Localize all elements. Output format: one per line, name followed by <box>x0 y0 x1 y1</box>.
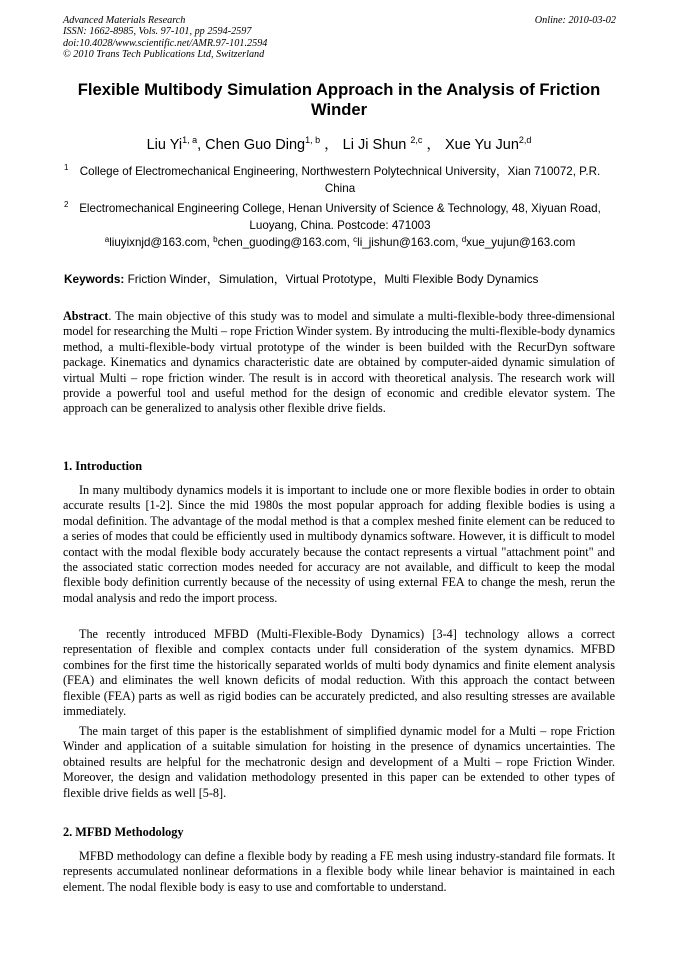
author: Chen Guo Ding$^{1, b}$ ， <box>205 135 339 153</box>
journal-name: Advanced Materials Research <box>63 15 186 26</box>
author: Xue Yu Jun$^{2,d}$ <box>444 135 532 153</box>
paragraph: The main target of this paper is the establishment of simplified dynamic model for a Multi – rope Friction Winder and application of a suitable simulation for hoisting in the presence of dynamics uncertainties. The obtained results are helpful for the mechatronic design and development of a Multi – rope Friction Winder. Moreover, the design and validation methodology presented in this paper can be extended to other types of flexible drive fields as well [5-8]. <box>63 724 615 800</box>
paragraph: MFBD methodology can define a flexible body by reading a FE mesh using industry-standard file formats. It represents accumulated nonlinear deformations in a flexible body while linear behavior is maintained in each element. The nodal flexible body is easy to use and comfortable to understand. <box>63 849 615 894</box>
paragraph: In many multibody dynamics models it is important to include one or more flexible bodies in order to obtain accurate results [1-2]. Since the mid 1980s the most popular approach for adding flexible bodies is using a modal definition. The advantage of the modal method is that a complex meshed finite element can be reduced to a series of modes that could be efficiently used in multibody dynamics software. However, it is difficult to model contact with the modal flexible body accurately because the contact represents a virtual "attachment point" and the associated static correction modes needed for accuracy are not available, and difficult to keep the modal flexible body definition currently because of the necessity of using external FEA to change the mesh, rerun the modal analysis and redo the import process. <box>63 483 615 605</box>
section-heading-mfbd: 2. MFBD Methodology <box>63 825 184 839</box>
email: $^a$liuyixnjd@163.com, <box>104 235 214 249</box>
email: $^c$li_jishun@163.com, <box>353 235 462 249</box>
email: $^b$chen_guoding@163.com, <box>213 235 354 249</box>
author-list <box>60 136 618 154</box>
abstract-text: . The main objective of this study was to model and simulate a multi-flexible-body three-dimensional model for researching the Multi – rope Friction Winder system. By introducing the multi-flexible-body dynamics method, a multi-flexible-body virtual prototype of the winder is been builded with the RecurDyn software package. Kinematics and dynamics characteristic date are obtained by computer-aided dynamic simulation of virtual Multi – rope friction winder. The result is in accord with theoretical analysis. The research work will provide a powerful tool and useful method for the design of economic and credible elevator system. The approach can be generalized to analysis other flexible drive fields. <box>63 309 616 416</box>
author: Liu Yi$^{1, a}$, <box>146 135 206 153</box>
doi-line: doi:10.4028/www.scientific.net/AMR.97-101.2594 <box>63 37 268 49</box>
affiliation-number: 1 <box>64 163 69 172</box>
issn-line: ISSN: 1662-8985, Vols. 97-101, pp 2594-2597 <box>63 26 252 38</box>
author: Li Ji Shun $^{2,c}$ ， <box>342 135 441 153</box>
online-date: Online: 2010-03-02 <box>534 15 616 26</box>
abstract <box>63 309 615 417</box>
keywords <box>64 271 619 287</box>
affiliation-text: Electromechanical Engineering College, Henan University of Science & Technology, 48, Xiyuan Road, Luoyang, China. Postcode: 471003 <box>79 202 601 232</box>
email: $^d$xue_yujun@163.com <box>461 235 576 249</box>
affiliation-text: College of Electromechanical Engineering, Northwestern Polytechnical University，Xian 710072, P.R. China <box>79 165 601 195</box>
affiliation-number: 2 <box>64 200 69 209</box>
section-heading-introduction: 1. Introduction <box>63 459 143 473</box>
copyright-line: © 2010 Trans Tech Publications Ltd, Switzerland <box>63 48 265 60</box>
paragraph: The recently introduced MFBD (Multi-Flexible-Body Dynamics) [3-4] technology allows a correct representation of flexible and complex contacts under full consideration of the system dynamics. MFBD combines for the first time the historically separated worlds of multi body dynamics and finite element analysis (FEA) and eliminates the well known deficits of modal reduction. With this approach the contact between flexible (FEA) parts as well as rigid bodies can be accurately predicted, and also resulting stresses are available immediately. <box>63 627 615 719</box>
publication-header <box>63 15 616 60</box>
affiliation-2 <box>64 200 616 234</box>
email-list <box>64 234 616 251</box>
abstract-label: Abstract <box>63 309 109 323</box>
keywords-text: Friction Winder，Simulation，Virtual Prototype，Multi Flexible Body Dynamics <box>127 272 539 286</box>
paper-title: Flexible Multibody Simulation Approach in the Analysis of Friction Winder <box>77 80 601 119</box>
keywords-label: Keywords: <box>64 272 125 286</box>
affiliation-1 <box>64 163 616 197</box>
